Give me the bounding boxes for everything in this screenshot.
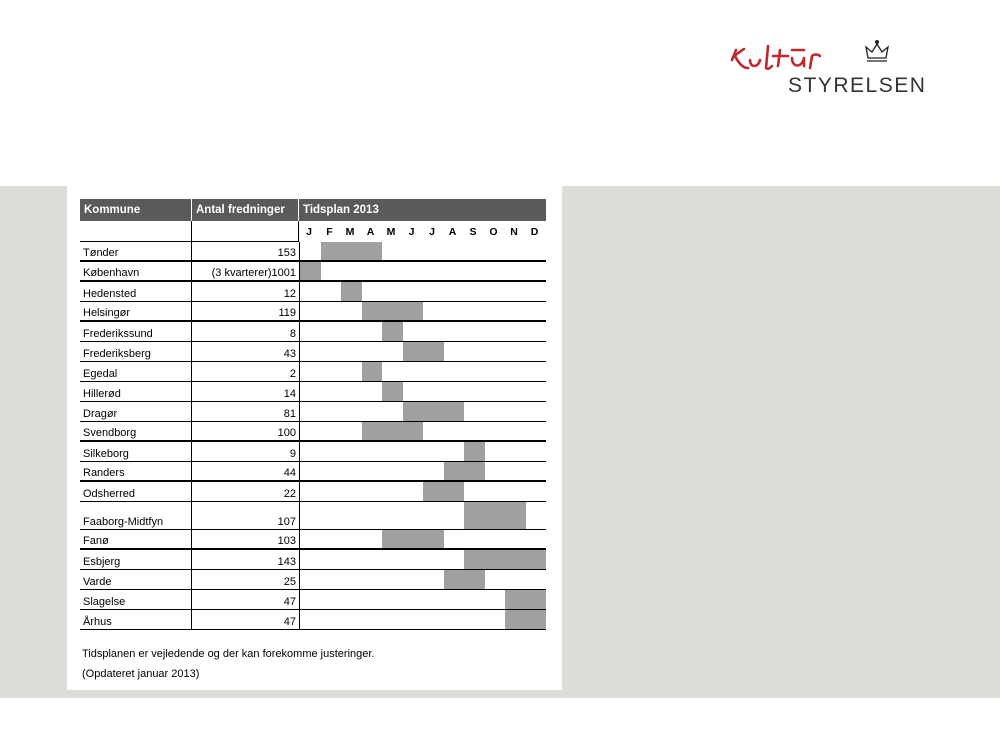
month-row-blank-2 [191, 221, 299, 242]
cell-antal [191, 610, 299, 629]
table-row [80, 262, 546, 282]
header-tidsplan: Tidsplan 2013 [298, 199, 546, 221]
cell-timeline [299, 442, 546, 461]
antal-value: 100 [277, 427, 296, 439]
timeline-bar [321, 242, 383, 260]
cell-kommune [80, 570, 191, 589]
kommune-name: Dragør [83, 408, 118, 420]
cell-antal [191, 550, 299, 569]
table-row [80, 590, 546, 610]
table-row [80, 362, 546, 382]
kommune-name: København [83, 267, 140, 279]
antal-value: 8 [289, 328, 296, 340]
table-row [80, 550, 546, 570]
timeline-bar [341, 282, 362, 301]
cell-antal [191, 382, 299, 401]
month-row-blank-1 [80, 221, 191, 242]
cell-kommune [80, 530, 191, 548]
antal-value: 119 [278, 307, 296, 319]
cell-kommune [80, 462, 191, 480]
cell-antal [191, 590, 299, 609]
cell-timeline [299, 550, 546, 569]
table-row [80, 402, 546, 422]
timeline-bar [444, 462, 485, 480]
antal-value: 43 [283, 348, 296, 360]
antal-value: 81 [283, 408, 296, 420]
cell-kommune [80, 550, 191, 569]
table-row [80, 482, 546, 502]
table-row [80, 442, 546, 462]
kommune-name: Slagelse [83, 596, 126, 608]
month-label: M [386, 226, 396, 238]
cell-antal [191, 302, 299, 320]
cell-timeline [299, 282, 546, 301]
kommune-name: Esbjerg [83, 556, 121, 568]
month-label: O [489, 226, 498, 238]
timeline-bar [382, 382, 403, 401]
kommune-name: Århus [83, 616, 112, 628]
month-labels [299, 221, 545, 242]
cell-antal [191, 502, 299, 529]
kommune-name: Odsherred [83, 488, 135, 500]
kommune-name: Hillerød [83, 388, 121, 400]
antal-value: 12 [283, 288, 296, 300]
table-row [80, 570, 546, 590]
cell-timeline [299, 422, 546, 440]
cell-antal [191, 570, 299, 589]
cell-kommune [80, 362, 191, 381]
kommune-name: Varde [83, 576, 112, 588]
cell-kommune [80, 482, 191, 501]
note-updated: (Opdateret januar 2013) [82, 668, 200, 680]
antal-value: 14 [283, 388, 296, 400]
cell-kommune [80, 442, 191, 461]
cell-antal [191, 530, 299, 548]
cell-timeline [299, 362, 546, 381]
kommune-name: Helsingør [83, 307, 131, 319]
cell-kommune [80, 282, 191, 301]
cell-antal [191, 282, 299, 301]
table-panel [67, 186, 562, 690]
month-label: J [429, 226, 435, 238]
cell-timeline [299, 342, 546, 361]
table-row [80, 342, 546, 362]
timeline-bar [505, 590, 546, 609]
cell-kommune [80, 402, 191, 421]
kommune-name: Hedensted [83, 288, 137, 300]
cell-antal [191, 262, 299, 280]
kommune-name: Randers [83, 467, 125, 479]
table-row [80, 382, 546, 402]
month-label: N [510, 226, 518, 238]
cell-kommune [80, 422, 191, 440]
cell-timeline [299, 590, 546, 609]
timeline-bar [464, 502, 526, 529]
table-notes [82, 644, 374, 684]
kommune-name: Tønder [83, 247, 119, 259]
antal-value: 153 [277, 247, 296, 259]
cell-timeline [299, 382, 546, 401]
antal-value: 47 [283, 616, 296, 628]
timeline-bar [403, 402, 465, 421]
cell-antal [191, 482, 299, 501]
antal-value: 22 [283, 488, 296, 500]
antal-value: 47 [283, 596, 296, 608]
timeline-bar [362, 302, 424, 320]
antal-value: 107 [277, 516, 296, 528]
timeline-bar [464, 550, 546, 569]
cell-kommune [80, 610, 191, 629]
table-header [80, 199, 546, 221]
logo-wordmark: STYRELSEN [788, 74, 927, 97]
timeline-bar [382, 530, 444, 548]
cell-kommune [80, 382, 191, 401]
antal-value: 9 [289, 448, 296, 460]
antal-value: 103 [277, 535, 296, 547]
table-row [80, 610, 546, 630]
timeline-bar [505, 610, 546, 629]
table-row [80, 502, 546, 530]
antal-value: 44 [283, 467, 296, 479]
kommune-name: Frederiksberg [83, 348, 151, 360]
cell-antal [191, 362, 299, 381]
cell-kommune [80, 322, 191, 341]
timeline-bar [464, 442, 485, 461]
cell-antal [191, 242, 299, 260]
cell-kommune [80, 342, 191, 361]
month-header-row [80, 221, 546, 242]
timeline-bar [444, 570, 485, 589]
antal-value: 143 [277, 556, 296, 568]
month-label: M [345, 226, 355, 238]
month-label: A [448, 226, 457, 238]
cell-timeline [299, 482, 546, 501]
kulturstyrelsen-logo [728, 38, 928, 98]
timeline-bar [382, 322, 403, 341]
kommune-name: Egedal [83, 368, 118, 380]
cell-antal [191, 442, 299, 461]
month-label: J [408, 226, 415, 238]
kommune-name: Svendborg [83, 427, 137, 439]
antal-value: (3 kvarterer)1001 [211, 267, 296, 279]
table-row [80, 242, 546, 262]
kommune-name: Frederikssund [83, 328, 153, 340]
month-label: A [366, 226, 375, 238]
cell-timeline [299, 242, 546, 260]
table-row [80, 530, 546, 550]
cell-antal [191, 342, 299, 361]
cell-timeline [299, 302, 546, 320]
antal-value: 2 [289, 368, 296, 380]
table-row [80, 322, 546, 342]
month-label: J [306, 226, 312, 238]
cell-kommune [80, 502, 191, 529]
note-disclaimer: Tidsplanen er vejledende og der kan forekomme justeringer. [82, 648, 375, 660]
cell-antal [191, 422, 299, 440]
cell-kommune [80, 242, 191, 260]
kommune-name: Silkeborg [83, 448, 129, 460]
timeline-bar [423, 482, 464, 501]
timeline-bar [300, 262, 321, 280]
table-row [80, 462, 546, 482]
month-label: D [530, 226, 539, 238]
cell-timeline [299, 502, 546, 529]
table-row [80, 422, 546, 442]
logo-script-and-crown-icon [728, 38, 928, 78]
cell-timeline [299, 262, 546, 280]
table-row [80, 282, 546, 302]
timeline-bar [362, 362, 383, 381]
cell-timeline [299, 462, 546, 480]
header-antal: Antal fredninger [191, 199, 298, 221]
antal-value: 25 [283, 576, 296, 588]
cell-timeline [299, 402, 546, 421]
cell-antal [191, 322, 299, 341]
kommune-name: Fanø [83, 535, 109, 547]
cell-timeline [299, 610, 546, 629]
cell-timeline [299, 322, 546, 341]
timeline-bar [403, 342, 444, 361]
header-kommune: Kommune [84, 204, 141, 216]
month-label: S [469, 226, 477, 238]
month-label: F [326, 226, 333, 238]
cell-antal [191, 462, 299, 480]
cell-kommune [80, 590, 191, 609]
cell-kommune [80, 262, 191, 280]
timeline-bar [362, 422, 424, 440]
table-body [80, 242, 546, 630]
cell-timeline [299, 530, 546, 548]
table-row [80, 302, 546, 322]
cell-antal [191, 402, 299, 421]
cell-kommune [80, 302, 191, 320]
kommune-name: Faaborg-Midtfyn [83, 516, 164, 528]
cell-timeline [299, 570, 546, 589]
